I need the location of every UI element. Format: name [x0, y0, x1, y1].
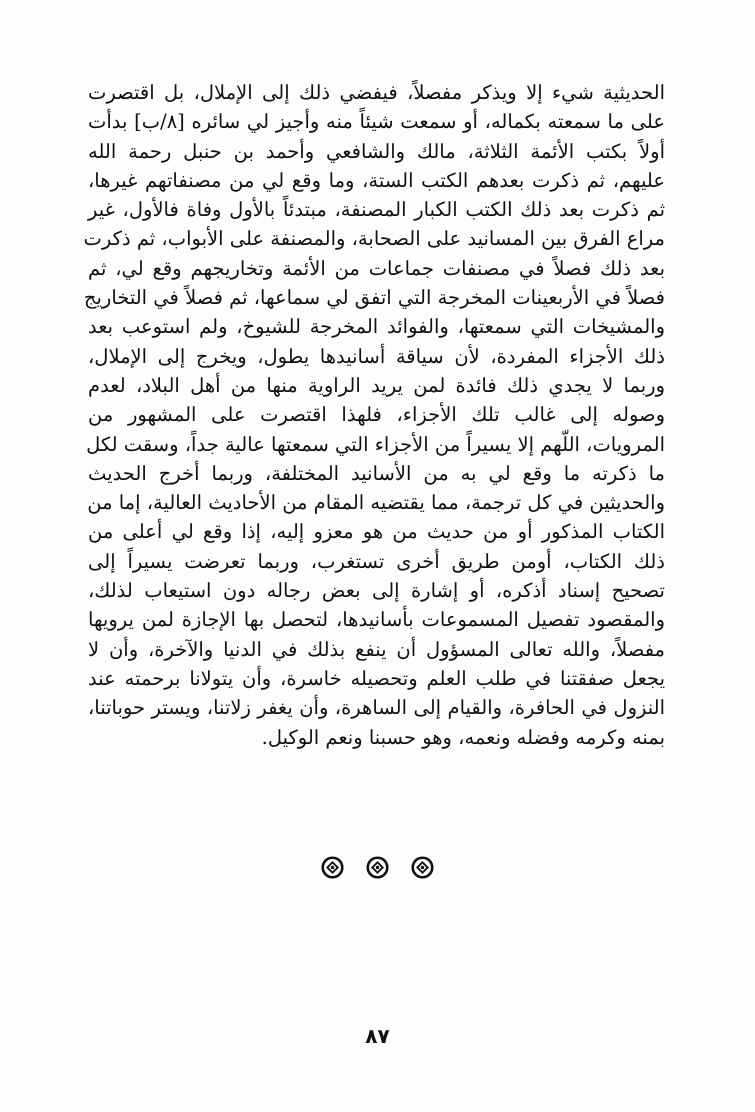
text-line: تصحيح إسناد أذكره، أو إشارة إلى بعض رجاله دون استيعاب لذلك،	[88, 579, 665, 603]
text-line: ثم ذكرت بعد ذلك الكتب الكبار المصنفة، مبتدئاً بالأول وفاة فالأول، غير	[88, 198, 665, 222]
text-line: والحديثين في كل ترجمة، مما يقتضيه المقام من الأحاديث العالية، إما من	[87, 491, 665, 515]
text-line: مراع الفرق بين المسانيد على الصحابة، والمصنفة على الأبواب، ثم ذكرت	[83, 227, 665, 251]
body-text	[83, 78, 665, 752]
text-line: الكتاب المذكور أو من حديث من هو معزو إليه، إذا وقع لي أعلى من	[88, 520, 665, 544]
text-line: ذلك الأجزاء المفردة، لأن سياقة أسانيدها يطول، ويخرج إلى الإملال،	[88, 344, 665, 368]
text-line: الحديثية شيء إلا ويذكر مفصلاً، فيفضي ذلك إلى الإملال، بل اقتصرت	[88, 81, 665, 104]
text-line: بعد ذلك فصلاً في مصنفات جماعات من الأئمة وتخاريجهم وقع لي، ثم	[88, 256, 665, 280]
text-line: مفصلاً، والله تعالى المسؤول أن ينفع بذلك في الدنيا والآخرة، وأن لا	[88, 637, 665, 661]
text-line: وصوله إلى غالب تلك الأجزاء، فلهذا اقتصرت على المشهور من	[88, 403, 665, 427]
page-number: ٨٧	[365, 1024, 390, 1048]
text-line: والمشيخات التي سمعتها، والفوائد المخرجة للشيوخ، ولم استوعب بعد	[88, 315, 665, 339]
text-line-last: بمنه وكرمه وفضله ونعمه، وهو حسبنا ونعم الوكيل.	[261, 725, 665, 749]
text-line: والمقصود تفصيل المسموعات بأسانيدها، لتحصل بها الإجازة لمن يرويها	[88, 608, 665, 632]
section-end-ornaments	[0, 855, 755, 880]
text-line: المرويات، اللّهم إلا يسيراً من الأجزاء التي سمعتها عالية جداً، وسقت لكل	[86, 432, 665, 456]
ornament-icon	[365, 855, 390, 880]
text-line: ذلك الكتاب، أومن طريق أخرى تستغرب، وربما تعرضت يسيراً إلى	[88, 549, 665, 573]
text-line: فصلاً في الأربعينات المخرجة التي اتفق لي سماعها، ثم فصلاً في التخاريج	[83, 286, 665, 310]
text-line: النزول في الحافرة، والقيام إلى الساهرة، وأن يغفر زلاتنا، ويستر حوباتنا،	[88, 696, 665, 720]
ornament-icon	[410, 855, 435, 880]
text-line: ما ذكرته ما وقع لي به من الأسانيد المختلفة، وربما أخرج الحديث	[88, 461, 665, 485]
text-line: يجعل صفقتنا في طلب العلم وتحصيله خاسرة، وأن يتولانا برحمته عند	[88, 666, 665, 690]
text-line: على ما سمعته بكماله، أو سمعت شيئاً منه وأجيز لي سائره [٨/ب] بدأت	[88, 110, 665, 134]
text-line: وربما لا يجدي ذلك فائدة لمن يريد الراوية منها من أهل البلاد، لعدم	[88, 373, 665, 397]
text-line: عليهم، ثم ذكرت بعدهم الكتب الستة، وما وقع لي من مصنفاتهم غيرها،	[88, 168, 665, 192]
text-line: أولاً بكتب الأئمة الثلاثة، مالك والشافعي وأحمد بن حنبل رحمة الله	[88, 139, 665, 163]
ornament-icon	[320, 855, 345, 880]
